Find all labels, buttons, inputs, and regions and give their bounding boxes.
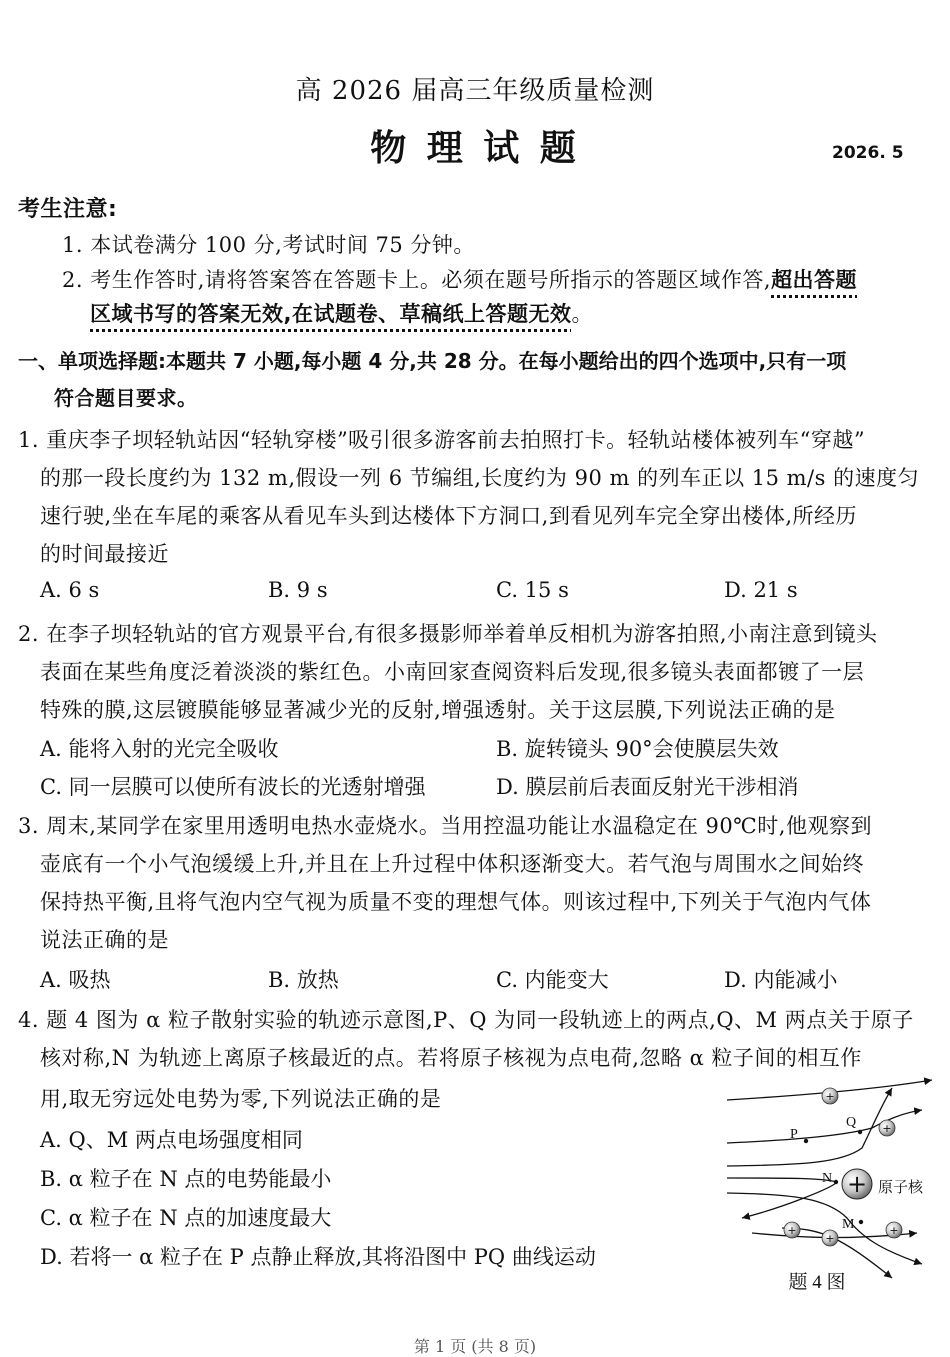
section-1-heading: 一、单项选择题:本题共 7 小题,每小题 4 分,共 28 分。在每小题给出的四个选项中,只有一项 [18, 349, 847, 373]
notice-heading: 考生注意: [18, 197, 118, 222]
q4-line-3: 用,取无穷远处电势为零,下列说法正确的是 [40, 1087, 442, 1111]
q2-option-a: A. 能将入射的光完全吸收 [40, 737, 279, 761]
q3-line-4: 说法正确的是 [40, 928, 169, 952]
q1-line-2: 的那一段长度约为 132 m,假设一列 6 节编组,长度约为 90 m 的列车正以 15 m/s 的速度匀 [40, 466, 920, 490]
q2-option-c: C. 同一层膜可以使所有波长的光透射增强 [40, 775, 426, 799]
trajectory-n [727, 1178, 837, 1218]
alpha-sign-4: + [825, 1232, 835, 1245]
section-1-heading-cont: 符合题目要求。 [54, 386, 198, 410]
q3-line-1: 3. 周末,某同学在家里用透明电热水壶烧水。当用控温功能让水温稳定在 90℃时,他观察到 [18, 814, 872, 838]
exam-date: 2026. 5 [832, 143, 904, 163]
q2-line-1: 2. 在李子坝轻轨站的官方观景平台,有很多摄影师举着单反相机为游客拍照,小南注意到镜头 [18, 622, 878, 646]
q3-option-d: D. 内能减小 [724, 968, 838, 992]
q4-figure [722, 1068, 948, 1298]
q3-line-3: 保持热平衡,且将气泡内空气视为质量不变的理想气体。则该过程中,下列关于气泡内气体 [40, 890, 872, 914]
nucleus-label: 原子核 [878, 1180, 924, 1196]
q3-option-b: B. 放热 [268, 968, 339, 992]
q1-line-3: 速行驶,坐在车尾的乘客从看见车头到达楼体下方洞口,到看见列车完全穿出楼体,所经历 [40, 504, 858, 528]
q2-line-2: 表面在某些角度泛着淡淡的紫红色。小南回家查阅资料后发现,很多镜头表面都镀了一层 [40, 660, 865, 684]
q1-option-c: C. 15 s [496, 578, 569, 602]
alpha-sign-3: + [787, 1224, 797, 1237]
q2-option-d: D. 膜层前后表面反射光干涉相消 [496, 775, 799, 799]
q4-option-c: C. α 粒子在 N 点的加速度最大 [40, 1206, 332, 1230]
q3-option-a: A. 吸热 [40, 968, 111, 992]
label-q: Q [846, 1115, 857, 1130]
subject-title: 物 理 试 题 [370, 128, 580, 169]
q4-line-1: 4. 题 4 图为 α 粒子散射实验的轨迹示意图,P、Q 为同一段轨迹上的两点,Q、M 两点关于原子 [18, 1008, 914, 1032]
figure-caption: 题 4 图 [788, 1272, 846, 1293]
alpha-sign-1: + [825, 1090, 835, 1103]
nucleus-sign: + [846, 1170, 868, 1198]
q1-line-4: 的时间最接近 [40, 542, 169, 566]
alpha-sign-2: + [882, 1122, 892, 1135]
label-m: M [842, 1217, 855, 1232]
notice-item-2-line-2 [90, 298, 593, 328]
q1-option-d: D. 21 s [724, 578, 798, 602]
trajectory-2 [727, 1088, 892, 1166]
q4-option-b: B. α 粒子在 N 点的电势能最小 [40, 1167, 332, 1191]
exam-name: 高 2026 届高三年级质量检测 [295, 76, 655, 106]
q1-option-b: B. 9 s [268, 578, 328, 602]
q1-line-1: 1. 重庆李子坝轻轨站因“轻轨穿楼”吸引很多游客前去拍照打卡。轻轨站楼体被列车“穿越” [18, 428, 866, 452]
q3-line-2: 壶底有一个小气泡缓缓上升,并且在上升过程中体积逐渐变大。若气泡与周围水之间始终 [40, 852, 865, 876]
notice-item-2-emphasis-a: 超出答题 [771, 268, 858, 292]
alpha-sign-5: + [889, 1224, 899, 1237]
q4-option-d: D. 若将一 α 粒子在 P 点静止释放,其将沿图中 PQ 曲线运动 [40, 1245, 596, 1269]
label-p: P [790, 1127, 798, 1142]
q4-option-a: A. Q、M 两点电场强度相同 [40, 1128, 303, 1152]
notice-item-2-line-1 [62, 264, 857, 294]
q2-option-b: B. 旋转镜头 90°会使膜层失效 [496, 737, 779, 761]
notice-item-2-plain: 2. 考生作答时,请将答案答在答题卡上。必须在题号所指示的答题区域作答, [62, 268, 772, 292]
q2-line-3: 特殊的膜,这层镀膜能够显著减少光的反射,增强透射。关于这层膜,下列说法正确的是 [40, 698, 836, 722]
notice-item-1: 1. 本试卷满分 100 分,考试时间 75 分钟。 [62, 233, 475, 257]
q4-line-2: 核对称,N 为轨迹上离原子核最近的点。若将原子核视为点电荷,忽略 α 粒子间的相互作 [40, 1046, 862, 1070]
notice-item-2-emphasis-b: 区域书写的答案无效,在试题卷、草稿纸上答题无效 [90, 302, 572, 326]
label-n: N [822, 1171, 833, 1186]
page-footer: 第 1 页 (共 8 页) [413, 1337, 537, 1356]
q1-option-a: A. 6 s [40, 578, 100, 602]
notice-item-2-end: 。 [571, 302, 593, 326]
q3-option-c: C. 内能变大 [496, 968, 609, 992]
